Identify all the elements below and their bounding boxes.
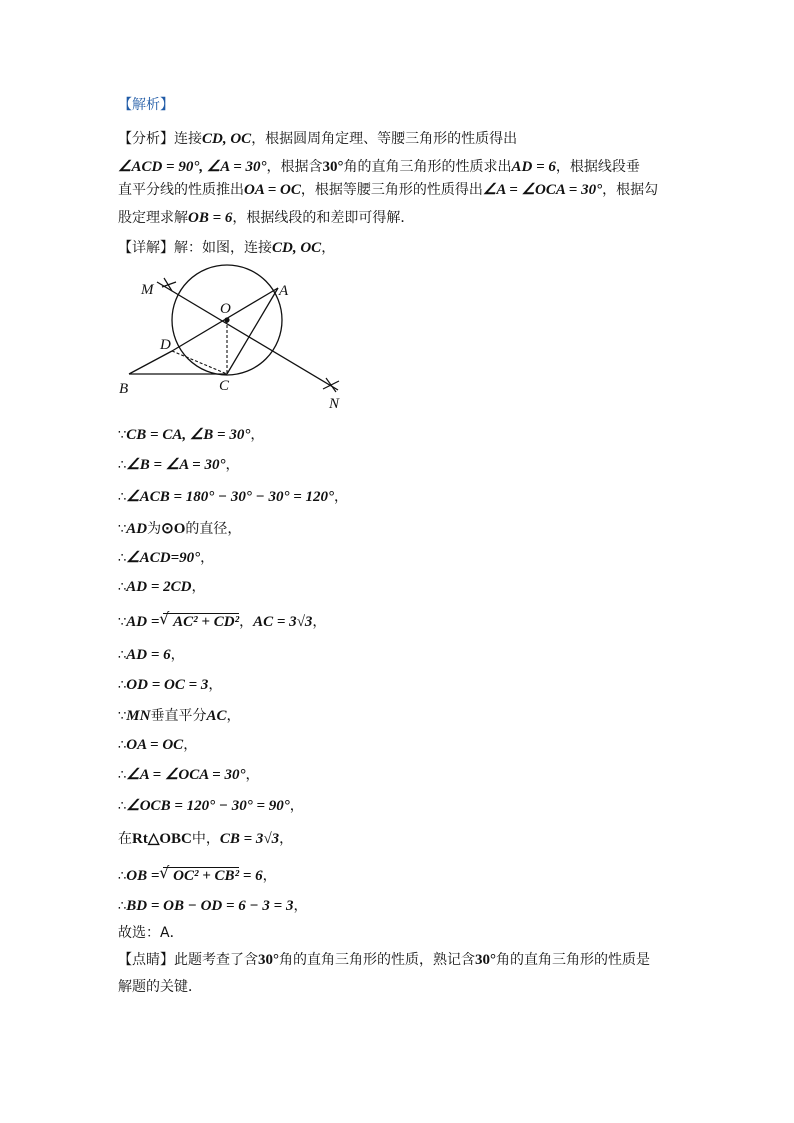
text: ， [183, 737, 198, 753]
step-9 [118, 675, 222, 696]
label-d: D [160, 337, 171, 353]
math: AD = 6 [126, 647, 171, 663]
text: 解：如图，连接 [174, 240, 272, 256]
analysis-line-4 [118, 208, 414, 228]
comment-tag: 【点睛】 [118, 952, 174, 968]
text: ， [245, 767, 260, 783]
text: ，根据圆周角定理、等腰三角形的性质得出 [251, 131, 518, 147]
math: AD = 2CD [126, 579, 192, 595]
math: OA = OC [126, 737, 184, 753]
text: ， [293, 898, 308, 914]
analysis-tag: 【分析】 [118, 131, 174, 147]
text: ， [250, 427, 265, 443]
math: ∠ACD=90° [126, 550, 201, 566]
text: 为 [147, 521, 162, 537]
text: 垂直平分 [150, 708, 207, 724]
sqrt-expression: √ OC² + CB² [163, 867, 239, 884]
label-o: O [220, 301, 231, 317]
math: OA = OC [244, 182, 301, 198]
text: 中， [191, 831, 220, 847]
symbol: ∴ [118, 551, 127, 566]
symbol: ∴ [118, 458, 127, 473]
text: ， [208, 677, 223, 693]
math: 30° [258, 952, 279, 968]
math: ∠ACD = 90°, ∠A = 30° [118, 159, 267, 175]
math: AC = 3√3 [253, 614, 313, 630]
math: Rt△OBC [132, 831, 192, 847]
step-11 [118, 735, 197, 756]
step-4 [118, 519, 241, 540]
text: ， [200, 550, 215, 566]
text: ，根据线段垂 [555, 159, 640, 175]
symbol: ∵ [118, 522, 127, 537]
math: = 6 [239, 868, 263, 884]
segment-bd [129, 351, 172, 374]
step-12 [118, 765, 259, 786]
step-7 [118, 612, 326, 633]
symbol: ∴ [118, 899, 127, 914]
step-3 [118, 487, 348, 508]
symbol: ∴ [118, 768, 127, 783]
step-10 [118, 706, 240, 727]
segment-cd-dashed [172, 351, 227, 374]
analysis-line-2 [118, 157, 640, 177]
math: BD = OB − OD = 6 − 3 = 3 [126, 898, 294, 914]
text: ， [225, 457, 240, 473]
text: ， [170, 647, 185, 663]
symbol: ∵ [118, 428, 127, 443]
text: 的直径， [185, 521, 242, 537]
text: ， [334, 489, 349, 505]
step-13 [118, 796, 304, 817]
detail-tag: 【详解】 [118, 240, 174, 256]
step-6 [118, 577, 206, 598]
text: 角的直角三角形的性质是 [496, 952, 650, 968]
analysis-line-1 [118, 129, 517, 149]
detail-intro [118, 238, 335, 258]
segment-ac [227, 288, 278, 374]
step-16 [118, 896, 307, 917]
geometry-figure [110, 262, 370, 412]
label-m: M [141, 282, 154, 298]
label-n: N [329, 396, 340, 412]
text: ， [239, 614, 254, 630]
text: ，根据勾 [602, 182, 659, 198]
math: ∠ACB = 180° − 30° − 30° = 120° [126, 489, 335, 505]
math: AD = [126, 614, 164, 630]
math: 30° [475, 952, 496, 968]
symbol: ∴ [118, 678, 127, 693]
comment-line-1 [118, 950, 650, 970]
symbol: ∵ [118, 615, 127, 630]
math: CD, OC [272, 240, 322, 256]
step-8 [118, 645, 185, 666]
text: 连接 [174, 131, 202, 147]
comment-line-2: 解题的关键． [118, 979, 202, 995]
math: OD = OC = 3 [126, 677, 209, 693]
math: ∠B = ∠A = 30° [126, 457, 226, 473]
math: AD = 6 [511, 159, 556, 175]
label-c: C [219, 378, 230, 394]
step-5 [118, 548, 214, 569]
text: ， [262, 868, 277, 884]
math: ∠A = ∠OCA = 30° [482, 182, 603, 198]
symbol: ∴ [118, 799, 127, 814]
text: ， [312, 614, 327, 630]
sqrt-expression: √ AC² + CD² [163, 613, 239, 630]
math: 30° [322, 159, 344, 175]
symbol: ∴ [118, 738, 127, 753]
text: ，根据线段的和差即可得解． [232, 210, 415, 226]
math: OB = [126, 868, 164, 884]
solution-header: 【解析】 [118, 97, 174, 113]
text: 在 [118, 831, 132, 847]
text: ，根据含 [266, 159, 323, 175]
text: 此题考查了含 [174, 952, 258, 968]
answer-line: 故选：A． [118, 925, 184, 941]
step-14 [118, 829, 293, 849]
text: 股定理求解 [118, 210, 188, 226]
symbol: ∵ [118, 709, 127, 724]
math: CB = CA, ∠B = 30° [126, 427, 251, 443]
math: AD [126, 521, 148, 537]
math: MN [126, 708, 151, 724]
symbol: ∴ [118, 580, 127, 595]
text: ， [191, 579, 206, 595]
text: ， [226, 708, 241, 724]
math: OB = 6 [188, 210, 233, 226]
symbol: ∴ [118, 490, 127, 505]
math: AC [206, 708, 227, 724]
text: ， [279, 831, 294, 847]
math: CD, OC [202, 131, 252, 147]
step-2 [118, 455, 239, 476]
math: ⊙O [161, 521, 186, 537]
step-1 [118, 425, 264, 446]
text: 直平分线的性质推出 [118, 182, 244, 198]
label-b: B [119, 381, 129, 397]
step-15 [118, 866, 277, 887]
analysis-line-3 [118, 180, 658, 200]
text: ， [321, 240, 336, 256]
symbol: ∴ [118, 869, 127, 884]
text: ， [289, 798, 304, 814]
text: 角的直角三角形的性质求出 [343, 159, 512, 175]
math: CB = 3√3 [219, 831, 280, 847]
text: ，根据等腰三角形的性质得出 [300, 182, 483, 198]
center-dot [224, 317, 229, 322]
text: 角的直角三角形的性质，熟记含 [279, 952, 475, 968]
symbol: ∴ [118, 648, 127, 663]
label-a: A [279, 283, 289, 299]
math: ∠OCB = 120° − 30° = 90° [126, 798, 290, 814]
math: ∠A = ∠OCA = 30° [126, 767, 246, 783]
